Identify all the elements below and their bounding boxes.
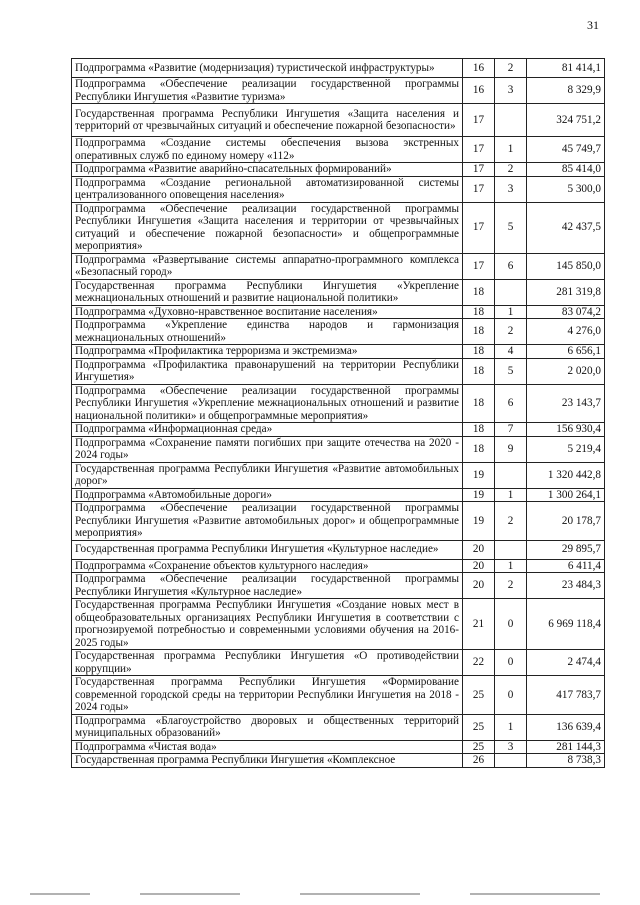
row-name-cell: Подпрограмма «Духовно-нравственное воспитание населения» (72, 305, 463, 319)
row-sp-cell (495, 279, 527, 305)
row-amount-cell: 5 219,4 (527, 436, 605, 462)
row-amount-cell: 1 300 264,1 (527, 488, 605, 502)
row-amount-cell: 29 895,7 (527, 540, 605, 559)
row-amount-cell: 4 276,0 (527, 319, 605, 345)
row-name-cell: Подпрограмма «Развитие (модернизация) туристической инфраструктуры» (72, 59, 463, 78)
row-gp-cell: 25 (463, 676, 495, 715)
table-row (72, 345, 605, 359)
table-row (72, 740, 605, 754)
row-name-cell: Подпрограмма «Обеспечение реализации государственной программы Республики Ингушетия «Защита населения и территории от чрезвычайных ситуаций и обеспечение пожарной безопасности» и общепрограммные мероприятия» (72, 202, 463, 253)
table-row (72, 253, 605, 279)
row-sp-cell: 0 (495, 599, 527, 650)
row-sp-cell: 9 (495, 436, 527, 462)
row-amount-cell: 324 751,2 (527, 104, 605, 137)
row-name-cell: Государственная программа Республики Ингушетия «Культурное наследие» (72, 540, 463, 559)
table-row (72, 676, 605, 715)
budget-table-body (72, 59, 605, 768)
row-gp-cell: 17 (463, 104, 495, 137)
row-sp-cell (495, 540, 527, 559)
row-name-cell: Подпрограмма «Обеспечение реализации государственной программы Республики Ингушетия «Развитие автомобильных дорог» и общепрограммные мероприятия» (72, 502, 463, 541)
row-amount-cell: 136 639,4 (527, 714, 605, 740)
row-sp-cell: 3 (495, 78, 527, 104)
row-sp-cell: 2 (495, 319, 527, 345)
table-row (72, 384, 605, 423)
row-gp-cell: 16 (463, 59, 495, 78)
row-amount-cell: 83 074,2 (527, 305, 605, 319)
row-sp-cell: 6 (495, 253, 527, 279)
row-amount-cell: 6 656,1 (527, 345, 605, 359)
row-name-cell: Подпрограмма «Сохранение объектов культурного наследия» (72, 559, 463, 573)
row-name-cell: Подпрограмма «Автомобильные дороги» (72, 488, 463, 502)
row-name-cell: Подпрограмма «Обеспечение реализации государственной программы Республики Ингушетия «Развитие туризма» (72, 78, 463, 104)
row-amount-cell: 42 437,5 (527, 202, 605, 253)
table-row (72, 488, 605, 502)
row-gp-cell: 20 (463, 540, 495, 559)
row-gp-cell: 16 (463, 78, 495, 104)
row-sp-cell (495, 462, 527, 488)
row-sp-cell: 5 (495, 358, 527, 384)
row-name-cell: Государственная программа Республики Ингушетия «Создание новых мест в общеобразовательных организациях Республики Ингушетия в соответствии с прогнозируемой потребностью и современными условиями обучения на 2016-2025 годы» (72, 599, 463, 650)
row-name-cell: Подпрограмма «Профилактика терроризма и экстремизма» (72, 345, 463, 359)
row-amount-cell: 417 783,7 (527, 676, 605, 715)
row-gp-cell: 19 (463, 502, 495, 541)
row-name-cell: Государственная программа Республики Ингушетия «Развитие автомобильных дорог» (72, 462, 463, 488)
row-sp-cell (495, 104, 527, 137)
row-gp-cell: 18 (463, 305, 495, 319)
table-row (72, 163, 605, 177)
row-sp-cell: 2 (495, 573, 527, 599)
row-sp-cell: 0 (495, 650, 527, 676)
page-number: 31 (587, 18, 599, 32)
row-gp-cell: 18 (463, 436, 495, 462)
row-sp-cell: 1 (495, 305, 527, 319)
row-sp-cell: 2 (495, 502, 527, 541)
row-name-cell: Подпрограмма «Обеспечение реализации государственной программы Республики Ингушетия «Культурное наследие» (72, 573, 463, 599)
row-amount-cell: 6 969 118,4 (527, 599, 605, 650)
row-sp-cell: 1 (495, 714, 527, 740)
row-sp-cell: 1 (495, 559, 527, 573)
row-gp-cell: 25 (463, 714, 495, 740)
row-gp-cell: 21 (463, 599, 495, 650)
table-row (72, 279, 605, 305)
row-amount-cell: 1 320 442,8 (527, 462, 605, 488)
table-row (72, 754, 605, 768)
table-row (72, 714, 605, 740)
row-gp-cell: 25 (463, 740, 495, 754)
row-name-cell: Государственная программа Республики Ингушетия «Защита населения и территорий от чрезвычайных ситуаций и обеспечение пожарной безопасности» (72, 104, 463, 137)
table-row (72, 502, 605, 541)
table-row (72, 436, 605, 462)
row-amount-cell: 20 178,7 (527, 502, 605, 541)
row-gp-cell: 26 (463, 754, 495, 768)
row-name-cell: Подпрограмма «Обеспечение реализации государственной программы Республики Ингушетия «Укрепление межнациональных отношений и развитие национальной политики» и общепрограммные мероприятия» (72, 384, 463, 423)
row-sp-cell: 4 (495, 345, 527, 359)
row-amount-cell: 281 319,8 (527, 279, 605, 305)
row-sp-cell: 3 (495, 740, 527, 754)
row-name-cell: Подпрограмма «Создание системы обеспечения вызова экстренных оперативных служб по единому номеру «112» (72, 137, 463, 163)
row-sp-cell: 5 (495, 202, 527, 253)
row-gp-cell: 22 (463, 650, 495, 676)
row-amount-cell: 5 300,0 (527, 176, 605, 202)
row-name-cell: Подпрограмма «Развертывание системы аппаратно-программного комплекса «Безопасный город» (72, 253, 463, 279)
table-row (72, 176, 605, 202)
row-sp-cell: 7 (495, 423, 527, 437)
row-sp-cell: 0 (495, 676, 527, 715)
row-gp-cell: 19 (463, 488, 495, 502)
row-gp-cell: 17 (463, 202, 495, 253)
table-row (72, 462, 605, 488)
row-name-cell: Подпрограмма «Благоустройство дворовых и общественных территорий муниципальных образований» (72, 714, 463, 740)
row-sp-cell: 2 (495, 59, 527, 78)
row-name-cell: Государственная программа Республики Ингушетия «Укрепление межнациональных отношений и развитие национальной политики» (72, 279, 463, 305)
row-name-cell: Государственная программа Республики Ингушетия «Комплексное (72, 754, 463, 768)
row-sp-cell: 3 (495, 176, 527, 202)
row-gp-cell: 17 (463, 253, 495, 279)
row-gp-cell: 20 (463, 559, 495, 573)
row-name-cell: Подпрограмма «Чистая вода» (72, 740, 463, 754)
row-name-cell: Подпрограмма «Информационная среда» (72, 423, 463, 437)
row-amount-cell: 8 329,9 (527, 78, 605, 104)
table-row (72, 202, 605, 253)
row-amount-cell: 145 850,0 (527, 253, 605, 279)
table-row (72, 540, 605, 559)
row-amount-cell: 6 411,4 (527, 559, 605, 573)
row-gp-cell: 18 (463, 358, 495, 384)
row-gp-cell: 18 (463, 423, 495, 437)
table-row (72, 59, 605, 78)
row-amount-cell: 23 143,7 (527, 384, 605, 423)
table-row (72, 559, 605, 573)
row-name-cell: Подпрограмма «Профилактика правонарушений на территории Республики Ингушетия» (72, 358, 463, 384)
row-gp-cell: 17 (463, 137, 495, 163)
row-gp-cell: 20 (463, 573, 495, 599)
table-row (72, 573, 605, 599)
row-amount-cell: 2 020,0 (527, 358, 605, 384)
row-gp-cell: 17 (463, 176, 495, 202)
row-amount-cell: 85 414,0 (527, 163, 605, 177)
bottom-scan-lines (0, 892, 640, 896)
row-amount-cell: 156 930,4 (527, 423, 605, 437)
table-row (72, 650, 605, 676)
row-amount-cell: 8 738,3 (527, 754, 605, 768)
table-row (72, 78, 605, 104)
row-amount-cell: 2 474,4 (527, 650, 605, 676)
row-gp-cell: 18 (463, 345, 495, 359)
row-sp-cell: 1 (495, 488, 527, 502)
row-gp-cell: 18 (463, 279, 495, 305)
row-name-cell: Подпрограмма «Создание региональной автоматизированной системы централизованного оповещения населения» (72, 176, 463, 202)
row-name-cell: Подпрограмма «Развитие аварийно-спасательных формирований» (72, 163, 463, 177)
row-sp-cell: 1 (495, 137, 527, 163)
row-amount-cell: 45 749,7 (527, 137, 605, 163)
table-row (72, 104, 605, 137)
row-sp-cell: 2 (495, 163, 527, 177)
row-sp-cell (495, 754, 527, 768)
row-gp-cell: 18 (463, 319, 495, 345)
table-row (72, 319, 605, 345)
table-row (72, 137, 605, 163)
row-name-cell: Государственная программа Республики Ингушетия «Формирование современной городской среды на территории Республики Ингушетия на 2018 - 2024 годы» (72, 676, 463, 715)
budget-table (71, 58, 605, 768)
row-sp-cell: 6 (495, 384, 527, 423)
row-name-cell: Государственная программа Республики Ингушетия «О противодействии коррупции» (72, 650, 463, 676)
row-name-cell: Подпрограмма «Укрепление единства народов и гармонизация межнациональных отношений» (72, 319, 463, 345)
row-gp-cell: 18 (463, 384, 495, 423)
table-row (72, 423, 605, 437)
row-gp-cell: 19 (463, 462, 495, 488)
table-row (72, 358, 605, 384)
row-amount-cell: 281 144,3 (527, 740, 605, 754)
row-amount-cell: 81 414,1 (527, 59, 605, 78)
row-gp-cell: 17 (463, 163, 495, 177)
table-row (72, 305, 605, 319)
table-row (72, 599, 605, 650)
row-amount-cell: 23 484,3 (527, 573, 605, 599)
row-name-cell: Подпрограмма «Сохранение памяти погибших при защите отечества на 2020 - 2024 годы» (72, 436, 463, 462)
